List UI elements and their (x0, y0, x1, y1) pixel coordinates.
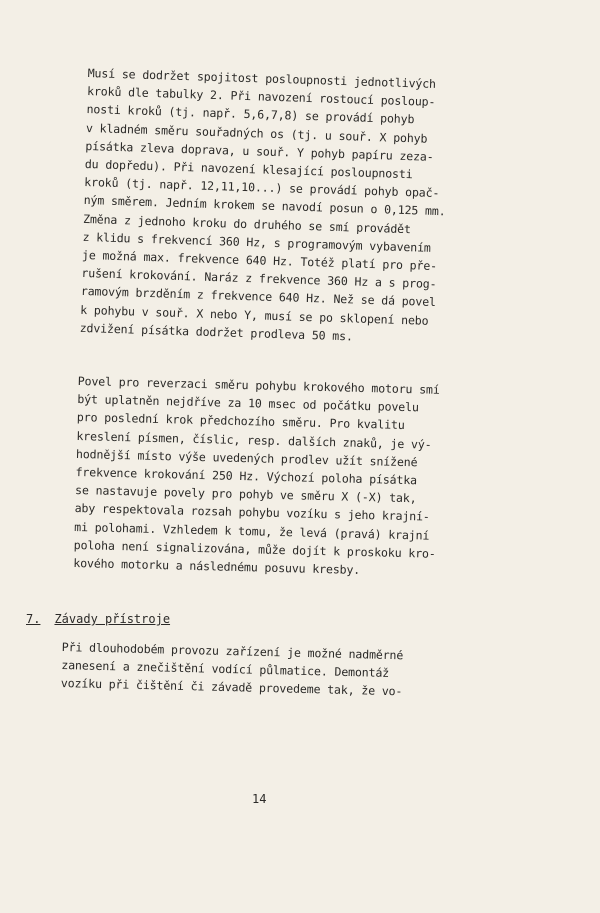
text-line: Změna z jednoho kroku do druhého se smí provádět (82, 211, 412, 236)
text-line: písátka zleva doprava, u souř. Y pohyb papíru zeza- (85, 138, 434, 164)
text-line: Při dlouhodobém provozu zařízení je možné nadměrné (61, 639, 404, 663)
text-line: pro poslední krok předchozího směru. Pro kvalitu (76, 410, 405, 433)
text-line: Musí se dodržet spojitost posloupnosti jednotlivých (87, 65, 437, 91)
text-line: k pohybu v souř. X nebo Y, musí se po sklopení nebo (80, 302, 429, 328)
text-line: du dopředu). Při navození klesající posloupnosti (84, 156, 413, 182)
text-line: kroků (tj. např. 12,11,10...) se provádí pohyb opač- (84, 175, 440, 201)
text-line: frekvence krokování 250 Hz. Výchozí poloha písátka (75, 464, 418, 488)
paragraph-1 (79, 64, 517, 350)
text-line: vozíku při čištění či závadě provedeme tak, že vo- (60, 676, 403, 699)
text-line: Povel pro reverzaci směru pohybu krokového motoru smí (77, 373, 440, 397)
text-line: ným směrem. Jedním krokem se navodí posun o 0,125 mm. (83, 193, 446, 219)
section-heading (26, 612, 170, 626)
text-line: kroků dle tabulky 2. Při navození rostoucí posloup- (86, 84, 436, 110)
text-line: ramovým brzděním z frekvence 640 Hz. Než se dá povel (80, 284, 437, 310)
text-line: zanesení a znečištění vodící půlmatice. Demontáž (61, 658, 390, 681)
text-line: kového motorku a následnému posuvu kresby. (73, 555, 361, 577)
paragraph-2 (73, 372, 508, 583)
text-line: aby respektovala rozsah pohybu vozíku s jeho krajní- (74, 501, 430, 525)
text-line: se nastavuje povely pro pohyb ve směru X (-X) tak, (74, 483, 417, 506)
text-line: z klidu s frekvencí 360 Hz, s programovým vybavením (82, 229, 431, 255)
text-line: nosti kroků (tj. např. 5,6,7,8) se provádí pohyb (86, 102, 415, 127)
text-line: rušení krokování. Naráz z frekvence 360 Hz a s prog- (81, 266, 437, 292)
paragraph-3 (61, 638, 492, 703)
text-line: kreslení písmen, číslic, resp. dalších znaků, je vý- (76, 428, 432, 452)
text-line: poloha není signalizována, může dojít k proskoku kro- (73, 537, 436, 561)
section-title: Závady přístroje (54, 612, 171, 626)
text-line: zdvižení písátka dodržet prodleva 50 ms. (79, 320, 354, 344)
text-line: být uplatněn nejdříve za 10 msec od počátku povelu (77, 392, 419, 415)
text-line: je možná max. frekvence 640 Hz. Totéž platí pro pře- (81, 247, 438, 274)
text-line: v kladném směru souřadných os (tj. u souř. X pohyb (85, 120, 428, 146)
text-line: hodnější místo výše uvedených prodlev užít snížené (75, 446, 418, 470)
text-line: mi polohami. Vzhledem k tomu, že levá (pravá) krajní (74, 519, 430, 543)
section-number: 7. (26, 612, 41, 626)
page-number: 14 (252, 792, 267, 806)
